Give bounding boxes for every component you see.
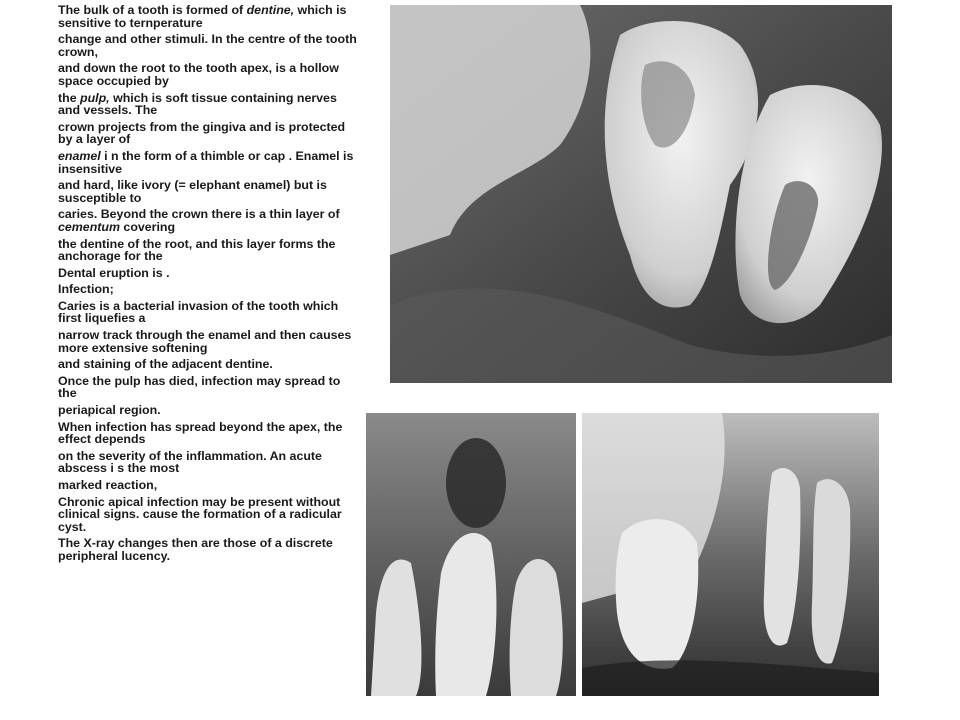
text-run: The bulk of a tooth is formed of: [58, 3, 247, 17]
text-paragraph: [58, 267, 358, 280]
text-paragraph: [58, 450, 358, 475]
text-run: and hard, like ivory (= elephant enamel) but is susceptible to: [58, 178, 327, 205]
text-run: Caries is a bacterial invasion of the tooth which first liquefies a: [58, 298, 339, 326]
body-text-column: [58, 4, 358, 567]
text-run: change and other stimuli. In the centre of the tooth crown,: [58, 32, 357, 59]
text-paragraph: [58, 300, 358, 325]
text-paragraph: [58, 92, 358, 117]
text-run: the dentine of the root, and this layer forms the anchorage for the: [58, 236, 336, 264]
text-paragraph: [58, 150, 358, 175]
xray-image-incisors: [366, 413, 576, 696]
text-run: The X-ray changes then are those of a discrete peripheral lucency.: [58, 536, 333, 563]
text-paragraph: [58, 208, 358, 233]
text-paragraph: [58, 238, 358, 263]
text-paragraph: [58, 496, 358, 534]
text-run: which is soft tissue containing nerves and vessels. The: [58, 90, 337, 118]
text-paragraph: [58, 358, 358, 371]
text-run: i n the form of a thimble or cap . Enamel is insensitive: [58, 148, 354, 176]
italic-term: cementum: [58, 219, 120, 234]
text-run: crown projects from the gingiva and is protected by a layer of: [58, 119, 346, 147]
text-run: which is sensitive to ternperature: [58, 3, 347, 30]
text-run: Dental eruption is .: [58, 265, 170, 280]
text-paragraph: [58, 4, 358, 29]
italic-term: dentine,: [246, 3, 295, 17]
text-run: and down the root to the tooth apex, is a hollow space occupied by: [58, 61, 339, 88]
text-paragraph: [58, 479, 358, 492]
text-run: Infection;: [58, 282, 114, 297]
text-run: Once the pulp has died, infection may spread to the: [58, 373, 341, 401]
text-run: marked reaction,: [58, 478, 158, 492]
text-run: narrow track through the enamel and then causes more extensive softening: [58, 328, 352, 355]
text-paragraph: [58, 121, 358, 146]
italic-term: enamel: [58, 148, 101, 163]
text-paragraph: [58, 537, 358, 562]
text-paragraph: [58, 421, 358, 446]
text-paragraph: [58, 329, 358, 354]
text-paragraph: [58, 33, 358, 58]
xray-image-molars: [390, 5, 892, 383]
xray-image-premolars: [582, 413, 879, 696]
text-run: When infection has spread beyond the apex, the effect depends: [58, 419, 343, 447]
italic-term: pulp,: [80, 90, 110, 105]
text-paragraph: [58, 179, 358, 204]
text-paragraph: [58, 375, 358, 400]
text-run: the: [58, 90, 81, 105]
text-paragraph: [58, 283, 358, 296]
text-run: caries. Beyond the crown there is a thin layer of: [58, 207, 340, 222]
text-run: covering: [119, 219, 176, 234]
text-run: periapical region.: [58, 403, 161, 418]
text-paragraph: [58, 62, 358, 87]
text-run: and staining of the adjacent dentine.: [58, 357, 273, 372]
text-paragraph: [58, 404, 358, 417]
text-run: on the severity of the inflammation. An acute abscess i s the most: [58, 448, 322, 476]
text-run: Chronic apical infection may be present without clinical signs. cause the formation of a radicular cyst.: [58, 494, 342, 534]
